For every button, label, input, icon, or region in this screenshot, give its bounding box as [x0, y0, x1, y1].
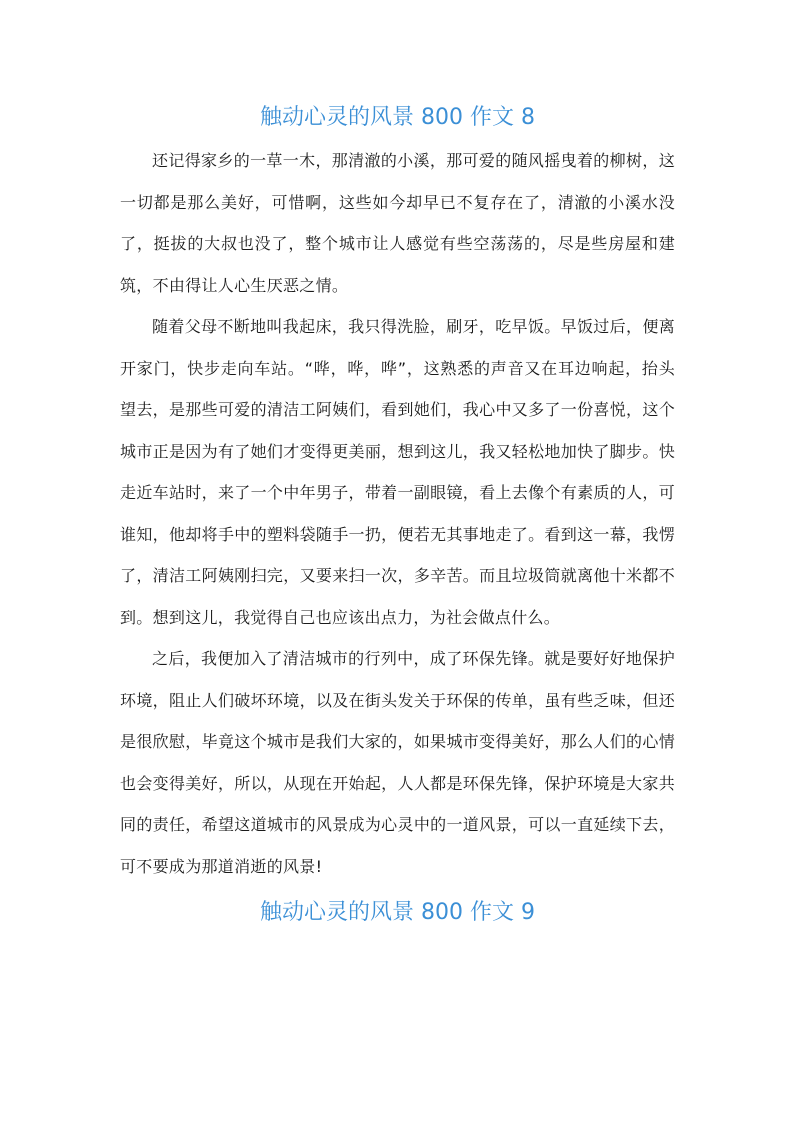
- essay-title-8: 触动心灵的风景 800 作文 8: [260, 105, 535, 130]
- paragraph-3: 之后，我便加入了清洁城市的行列中，成了环保先锋。就是要好好地保护环境，阻止人们破坏环境，以及在街头发关于环保的传单，虽有些乏味，但还是很欣慰，毕竟这个城市是我们大家的，如果城市变得美好，那么人们的心情也会变得美好，所以，从现在开始起，人人都是环保先锋，保护环境是大家共同的责任，希望这道城市的风景成为心灵中的一道风景，可以一直延续下去，可不要成为那道消逝的风景!: [120, 649, 675, 876]
- essay-title-9: 触动心灵的风景 800 作文 9: [260, 900, 535, 925]
- paragraph-2: 随着父母不断地叫我起床，我只得洗脸，刷牙，吃早饭。早饭过后，便离开家门，快步走向车站。“哗，哗，哗”，这熟悉的声音又在耳边响起，抬头望去，是那些可爱的清洁工阿姨们，看到她们，我心中又多了一份喜悦，这个城市正是因为有了她们才变得更美丽，想到这儿，我又轻松地加快了脚步。快走近车站时，来了一个中年男子，带着一副眼镜，看上去像个有素质的人，可谁知，他却将手中的塑料袋随手一扔，便若无其事地走了。看到这一幕，我愣了，清洁工阿姨刚扫完，又要来扫一次，多辛苦。而且垃圾筒就离他十米都不到。想到这儿，我觉得自己也应该出点力，为社会做点什么。: [120, 317, 675, 627]
- document-page: [120, 100, 675, 931]
- paragraph-1: 还记得家乡的一草一木，那清澈的小溪，那可爱的随风摇曳着的柳树，这一切都是那么美好，可惜啊，这些如今却早已不复存在了，清澈的小溪水没了，挺拔的大叔也没了，整个城市让人感觉有些空荡荡的，尽是些房屋和建筑，不由得让人心生厌恶之情。: [120, 151, 675, 295]
